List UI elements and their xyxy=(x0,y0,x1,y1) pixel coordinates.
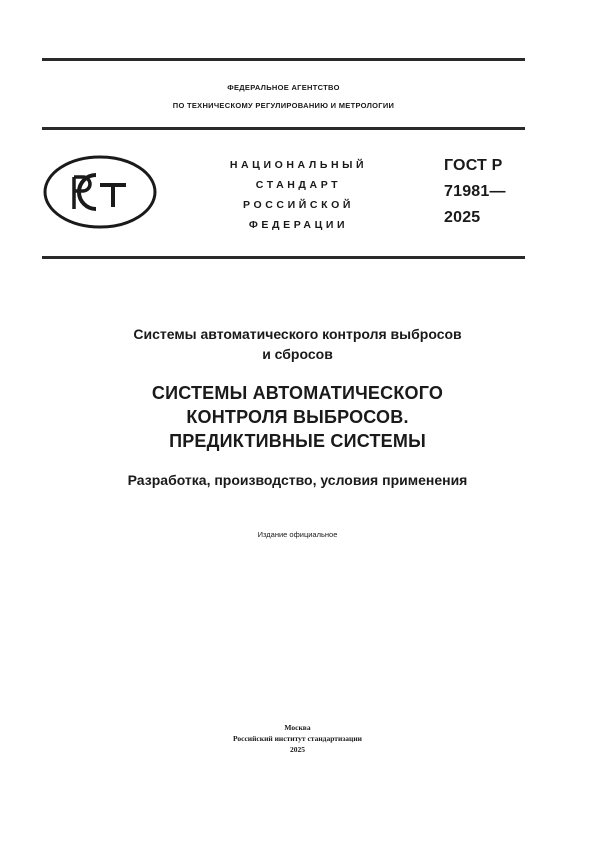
agency-line-1: ФЕДЕРАЛЬНОЕ АГЕНТСТВО xyxy=(227,83,340,92)
designation-line-3: 2025 xyxy=(444,209,481,226)
group-title-line-2: и сбросов xyxy=(262,346,333,362)
top-rule xyxy=(42,58,525,61)
designation-line-1: ГОСТ Р xyxy=(444,157,503,174)
main-title-line-1: СИСТЕМЫ АВТОМАТИЧЕСКОГО xyxy=(151,383,444,403)
main-title xyxy=(42,381,553,453)
edition-label: Издание официальное xyxy=(257,530,338,539)
main-title-line-3: ПРЕДИКТИВНЫЕ СИСТЕМЫ xyxy=(169,431,426,451)
rst-logo-graphic xyxy=(42,155,158,229)
header-divider-rule xyxy=(42,127,525,130)
designation-bottom-rule xyxy=(42,256,525,259)
main-title-line-2: КОНТРОЛЯ ВЫБРОСОВ. xyxy=(186,407,409,427)
part-title: Разработка, производство, условия применения xyxy=(127,472,468,488)
designation-line-2: 71981— xyxy=(444,183,506,200)
agency-line-2: ПО ТЕХНИЧЕСКОМУ РЕГУЛИРОВАНИЮ И МЕТРОЛОГИИ xyxy=(172,101,395,110)
national-standard-line-4: ФЕДЕРАЦИИ xyxy=(248,219,349,231)
rst-logo-icon xyxy=(42,155,158,229)
imprint-year: 2025 xyxy=(290,745,305,754)
standard-designation xyxy=(444,153,534,231)
national-standard-line-3: РОССИЙСКОЙ xyxy=(243,199,354,211)
standard-group-title xyxy=(42,324,553,364)
imprint-publisher: Российский институт стандартизации xyxy=(232,734,362,743)
national-standard-line-1: НАЦИОНАЛЬНЫЙ xyxy=(229,159,368,171)
national-standard-block xyxy=(206,155,391,235)
group-title-line-1: Системы автоматического контроля выбросов xyxy=(133,326,462,342)
national-standard-line-2: СТАНДАРТ xyxy=(255,179,342,191)
imprint-city: Москва xyxy=(284,723,311,732)
